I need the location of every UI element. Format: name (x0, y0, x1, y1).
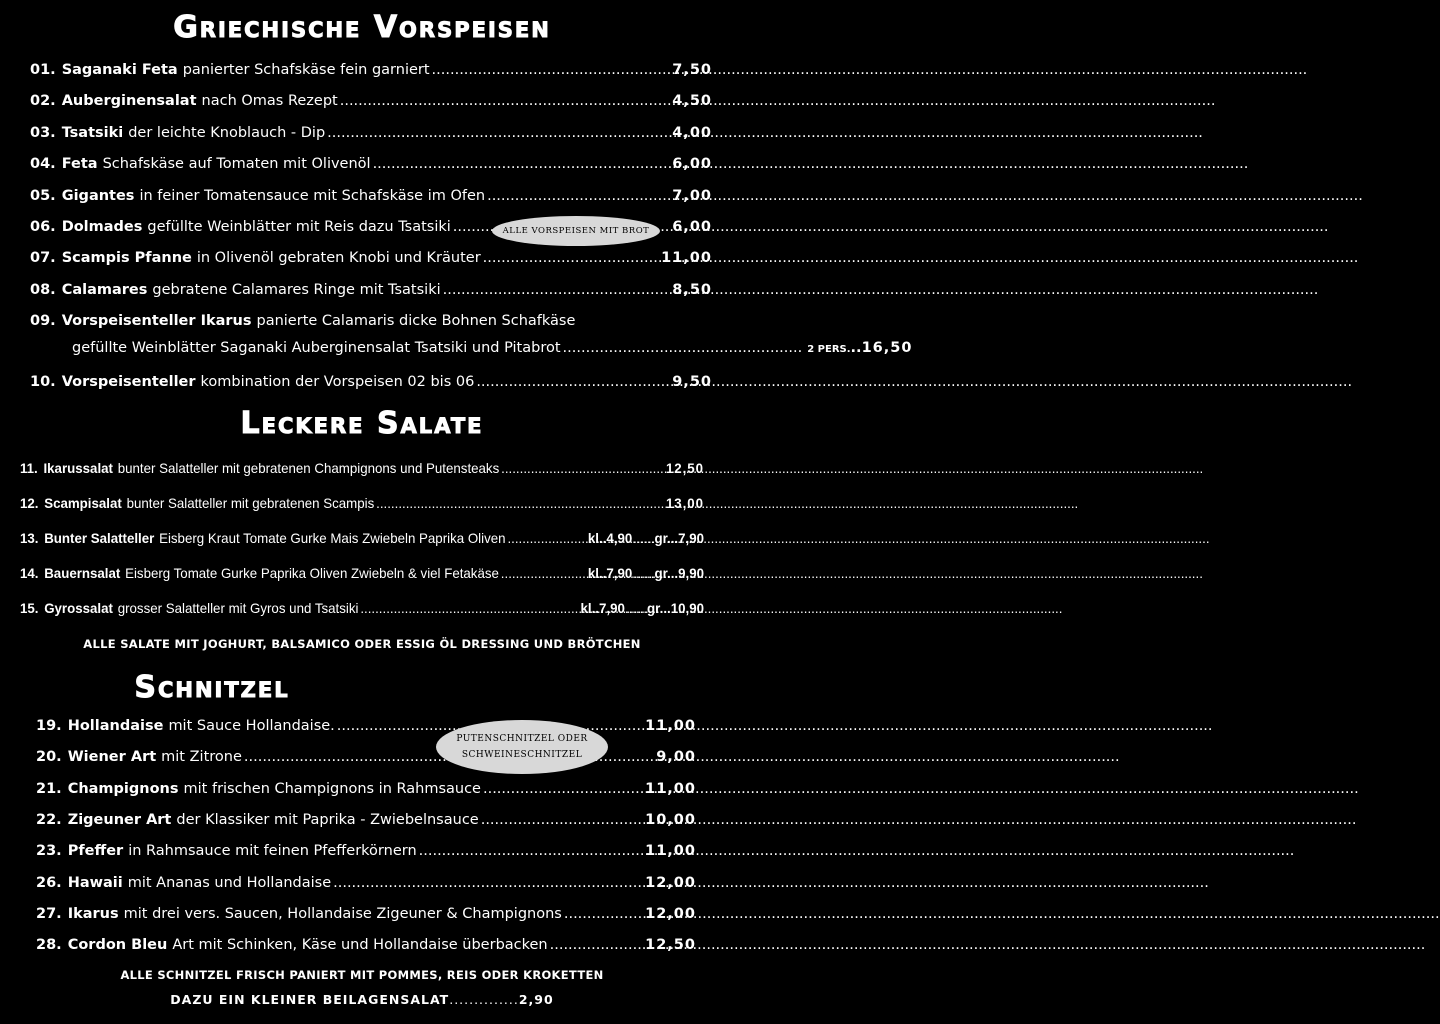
menu-item-name: Pfeffer (67, 843, 124, 860)
menu-item (36, 937, 696, 953)
menu-item-price: 8,50 (672, 281, 712, 298)
menu-item-name: Hollandaise (67, 718, 164, 734)
menu-item-number: 07. (30, 250, 56, 267)
menu-item-price: 4,50 (672, 93, 712, 110)
menu-item-description: mit frischen Champignons in Rahmsauce (183, 780, 481, 797)
menu-item-price: 12,50 (645, 937, 696, 954)
menu-item (30, 125, 712, 141)
menu-item-price: 7,50 (672, 62, 712, 78)
leader-dots: ...... (632, 530, 655, 546)
menu-item (30, 93, 712, 109)
menu-item-description: nach Omas Rezept (201, 93, 338, 110)
menu-item-name: Ikarussalat (43, 460, 113, 476)
menu-item (36, 906, 696, 922)
menu-item-price: 7,00 (672, 187, 712, 204)
menu-item-name: Gyrossalat (44, 600, 113, 616)
menu-item (36, 875, 696, 891)
menu-item-09-price: 16,50 (861, 340, 913, 356)
menu-item-name: Zigeuner Art (67, 811, 172, 828)
menu-item-price: 11,00 (645, 780, 696, 797)
badge-vorspeisen-brot-text: ALLE VORSPEISEN MIT BROT (502, 226, 650, 236)
menu-item-number: 21. (36, 780, 62, 797)
menu-item-number: 01. (30, 62, 56, 78)
menu-item-number: 27. (36, 905, 62, 922)
menu-item-description: grosser Salatteller mit Gyros und Tsatsiki (117, 600, 359, 616)
leader-dots: ...... (632, 565, 655, 581)
note-schnitzel: ALLE SCHNITZEL FRISCH PANIERT MIT POMMES, REIS ODER KROKETTEN (120, 968, 604, 982)
menu-item-price: 12,00 (645, 905, 696, 922)
menu-item-description: Art mit Schinken, Käse und Hollandaise überbacken (172, 937, 548, 954)
menu-item-description: mit Sauce Hollandaise. (168, 718, 335, 734)
badge-vorspeisen-brot (492, 216, 660, 246)
menu-item-description: in feiner Tomatensauce mit Schafskäse im Ofen (139, 187, 486, 204)
menu-item-price: 13,00 (665, 495, 704, 511)
leader-dots (333, 875, 643, 891)
note-beilagensalat: DAZU EIN KLEINER BEILAGENSALAT..............2,90 (170, 992, 554, 1007)
menu-item-name: Wiener Art (67, 749, 157, 766)
badge-schnitzel-line2: SCHWEINESCHNITZEL (461, 750, 583, 760)
menu-item-price: 10,00 (645, 811, 696, 828)
menu-item-number: 20. (36, 749, 62, 766)
badge-schnitzel-art (436, 720, 608, 774)
menu-item-price: 9,00 (656, 749, 696, 766)
menu-item-description: panierter Schafskäse fein garniert (182, 62, 430, 78)
note-salate: ALLE SALATE MIT JOGHURT, BALSAMICO ODER ESSIG ÖL DRESSING UND BRÖTCHEN (83, 637, 641, 651)
menu-item-price: 6,00 (672, 156, 712, 173)
menu-item-description: panierte Calamaris dicke Bohnen Schafkäse (256, 313, 576, 330)
menu-item (20, 530, 704, 546)
leader-dots (481, 812, 643, 828)
menu-item (30, 374, 712, 390)
menu-item (30, 62, 712, 78)
menu-item-description: bunter Salatteller mit gebratenen Scampis (126, 495, 375, 511)
menu-item-number: 15. (20, 600, 39, 616)
heading-schnitzel: Schnitzel (134, 670, 290, 705)
menu-item-description: der Klassiker mit Paprika - Zwiebelnsauce (176, 811, 479, 828)
leader-dots: ...... (624, 600, 648, 616)
menu-item-number: 12. (20, 495, 39, 511)
menu-item-description: gefüllte Weinblätter mit Reis dazu Tsatsiki (147, 219, 451, 235)
menu-item-price: 12,50 (665, 460, 704, 476)
leader-dots (483, 781, 643, 797)
menu-item (36, 812, 696, 828)
menu-item-description: mit Ananas und Hollandaise (127, 874, 332, 891)
leader-dots (340, 93, 670, 109)
menu-item-price: 4,00 (672, 124, 712, 141)
leader-dots (373, 156, 671, 172)
note-beilagensalat-price: 2,90 (518, 992, 554, 1007)
leader-dots (550, 937, 644, 953)
menu-item-number: 02. (30, 93, 56, 110)
leader-dots (487, 188, 670, 204)
menu-item-number: 22. (36, 811, 62, 828)
menu-item-price: 11,00 (645, 843, 696, 860)
menu-item (20, 495, 704, 511)
note-beilagensalat-label: DAZU EIN KLEINER BEILAGENSALAT (170, 992, 450, 1007)
menu-item-number: 14. (20, 565, 39, 581)
leader-dots (419, 843, 643, 859)
leader-dots (483, 250, 659, 266)
menu-item-description: Schafskäse auf Tomaten mit Olivenöl (102, 156, 371, 173)
leader-dots (564, 906, 643, 922)
menu-item-description: Eisberg Kraut Tomate Gurke Mais Zwiebeln Paprika Oliven (159, 530, 506, 546)
menu-item (30, 282, 712, 298)
leader-dots (432, 62, 671, 78)
menu-item (30, 313, 712, 329)
menu-item (20, 460, 704, 476)
menu-item-description: gebratene Calamares Ringe mit Tsatsiki (152, 281, 441, 298)
menu-item-number: 11. (20, 460, 38, 476)
menu-item-name: Cordon Bleu (67, 937, 168, 954)
menu-item-09-continuation: gefüllte Weinblätter Saganaki Auberginensalat Tsatsiki und Pitabrot .................................................... 2 PERS. .. 16,50 (72, 340, 913, 356)
menu-item-name: Auberginensalat (61, 93, 197, 110)
menu-item-name: Vorspeisenteller (61, 374, 196, 390)
leader-dots (376, 495, 664, 511)
menu-item-price: 9,50 (672, 374, 712, 390)
leader-dots: .................................................... (562, 340, 803, 356)
menu-item-description: bunter Salatteller mit gebratenen Champignons und Putensteaks (117, 460, 500, 476)
menu-item-number: 26. (36, 874, 62, 891)
menu-item-name: Tsatsiki (61, 124, 124, 141)
menu-item-name: Bunter Salatteller (44, 530, 155, 546)
menu-item (30, 156, 712, 172)
menu-item-number: 03. (30, 124, 56, 141)
menu-item-description: Eisberg Tomate Gurke Paprika Oliven Zwiebeln & viel Fetakäse (125, 565, 499, 581)
menu-item-description: mit Zitrone (161, 749, 242, 766)
menu-item-price: 11,00 (645, 718, 696, 734)
menu-item-price: 12,00 (645, 874, 696, 891)
leader-dots (443, 282, 671, 298)
leader-dots (501, 460, 664, 476)
menu-item-number: 04. (30, 156, 56, 173)
menu-item-number: 10. (30, 374, 56, 390)
menu-item (36, 843, 696, 859)
menu-item-price-large: gr...9,90 (654, 565, 704, 581)
heading-salate: Leckere Salate (240, 406, 484, 441)
menu-item-number: 13. (20, 530, 39, 546)
badge-schnitzel-line1: PUTENSCHNITZEL ODER (456, 734, 588, 744)
menu-item-price: 6,00 (672, 219, 712, 235)
menu-item-name: Vorspeisenteller Ikarus (61, 313, 252, 330)
menu-item (36, 781, 696, 797)
menu-item-number: 05. (30, 187, 56, 204)
leader-dots (501, 565, 586, 581)
menu-item-name: Dolmades (61, 219, 143, 235)
menu-item-name: Gigantes (61, 187, 135, 204)
menu-item-name: Hawaii (67, 874, 123, 891)
leader-dots (476, 374, 670, 390)
menu-item-description: in Olivenöl gebraten Knobi und Kräuter (196, 250, 481, 267)
leader-dots (360, 600, 578, 616)
leader-dots (327, 125, 670, 141)
menu-item-price-large: gr...7,90 (654, 530, 704, 546)
menu-item-description: in Rahmsauce mit feinen Pfefferkörnern (128, 843, 417, 860)
menu-item-price-small: kl..7,90 (587, 565, 633, 581)
menu-item-price-small: kl..7,90 (580, 600, 625, 616)
menu-item (30, 250, 712, 266)
menu-item-name: Ikarus (67, 905, 119, 922)
menu-item (20, 565, 704, 581)
menu-item-name: Scampisalat (44, 495, 122, 511)
heading-vorspeisen: Griechische Vorspeisen (173, 10, 551, 45)
menu-item-name: Feta (61, 156, 98, 173)
menu-item-name: Scampis Pfanne (61, 250, 192, 267)
menu-item-number: 23. (36, 843, 62, 860)
menu-item-number: 28. (36, 937, 62, 954)
leader-dots (507, 530, 586, 546)
menu-item-name: Saganaki Feta (61, 62, 178, 78)
menu-item-name: Champignons (67, 780, 179, 797)
menu-item-price-large: gr...10,90 (647, 600, 704, 616)
menu-item-name: Calamares (61, 281, 148, 298)
menu-item-name: Bauernsalat (44, 565, 121, 581)
menu-item-09-persons: 2 PERS. (807, 344, 851, 355)
menu-item-number: 06. (30, 219, 56, 235)
menu-item-price: 11,00 (661, 250, 712, 267)
menu-item-number: 09. (30, 313, 56, 330)
menu-item-description: mit drei vers. Saucen, Hollandaise Zigeuner & Champignons (123, 905, 562, 922)
menu-item-description: kombination der Vorspeisen 02 bis 06 (200, 374, 475, 390)
menu-item (30, 188, 712, 204)
menu-item (36, 718, 696, 734)
menu-item (20, 600, 704, 616)
menu-item-price-small: kl..4,90 (587, 530, 633, 546)
menu-item-09-continuation-text: gefüllte Weinblätter Saganaki Auberginensalat Tsatsiki und Pitabrot (72, 340, 561, 356)
menu-item-description: der leichte Knoblauch - Dip (128, 124, 326, 141)
menu-item-number: 08. (30, 281, 56, 298)
menu-item-number: 19. (36, 718, 62, 734)
